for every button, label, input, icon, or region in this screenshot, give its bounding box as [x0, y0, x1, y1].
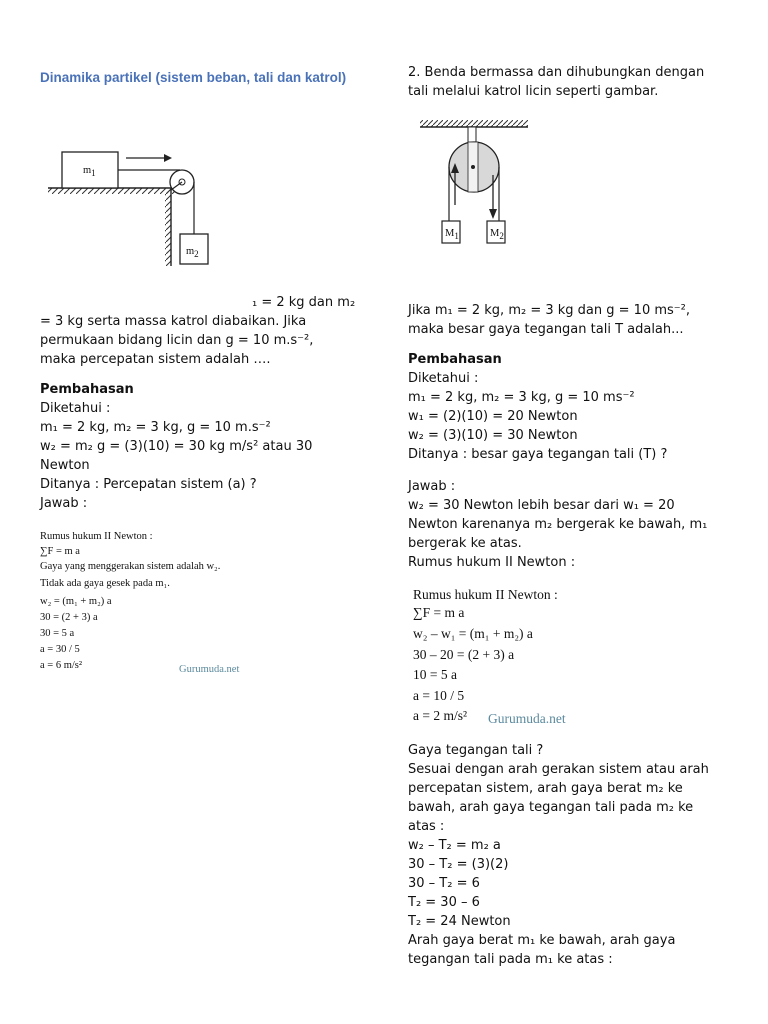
text-line: Newton [40, 458, 90, 473]
text-line: bawah, arah gaya tegangan tali pada m₂ ke [408, 800, 694, 815]
text-line: m₁ = 2 kg, m₂ = 3 kg, g = 10 ms⁻² [408, 390, 635, 405]
text-line: Rumus hukum II Newton : [408, 555, 576, 570]
text-line: T₂ = 24 Newton [408, 914, 511, 929]
text-line: Jawab : [40, 496, 88, 511]
solution-line: 30 = (2 + 3) a [40, 612, 98, 623]
solution-line: a = 10 / 5 [413, 688, 465, 703]
label-M1: $M_1$ [445, 228, 459, 242]
text-line: Sesuai dengan arah gerakan sistem atau arah [408, 762, 709, 777]
problem-line: ₁ = 2 kg dan m₂ [252, 295, 356, 310]
solution-line: ∑F = m a [40, 546, 80, 557]
section-heading: Pembahasan [408, 352, 502, 367]
text-line: atas : [408, 819, 445, 834]
text-line: 30 – T₂ = (3)(2) [408, 857, 509, 872]
solution-line: a = 6 m/s² [40, 660, 83, 671]
text-line: Arah gaya berat m₁ ke bawah, arah gaya [408, 933, 676, 948]
figure-table-pulley [40, 140, 250, 270]
text-line: Jawab : [408, 479, 456, 494]
problem-line: maka percepatan sistem adalah …. [40, 352, 271, 367]
solution-line: Rumus hukum II Newton : [40, 531, 153, 542]
figure-atwood-pulley [418, 115, 533, 250]
problem-line: 2. Benda bermassa dan dihubungkan dengan [408, 65, 705, 80]
section-heading: Pembahasan [40, 382, 134, 397]
solution-line: w₂ = (m₁ + m₂) a [40, 596, 112, 607]
text-line: Newton karenanya m₂ bergerak ke bawah, m₁ [408, 517, 708, 532]
solution-line: 30 = 5 a [40, 628, 75, 639]
known-heading: Diketahui : [40, 401, 111, 416]
solution-line: ∑F = m a [413, 605, 465, 620]
text-line: w₁ = (2)(10) = 20 Newton [408, 409, 578, 424]
problem-line: tali melalui katrol licin seperti gambar. [408, 84, 659, 99]
text-line: w₂ = 30 Newton lebih besar dari w₁ = 20 [408, 498, 675, 513]
solution-line: Rumus hukum II Newton : [413, 587, 558, 602]
watermark: Gurumuda.net [488, 711, 566, 726]
label-M2: $M_2$ [490, 228, 504, 242]
solution-line: a = 30 / 5 [40, 644, 80, 655]
text-line: w₂ – T₂ = m₂ a [408, 838, 501, 853]
solution-line: a = 2 m/s² [413, 708, 468, 723]
solution-line: 10 = 5 a [413, 667, 457, 682]
text-line: T₂ = 30 – 6 [408, 895, 480, 910]
text-line: Ditanya : besar gaya tegangan tali (T) ? [408, 447, 668, 462]
text-line: percepatan sistem, arah gaya berat m₂ ke [408, 781, 683, 796]
page-title: Dinamika partikel (sistem beban, tali dan katrol) [40, 70, 347, 85]
text-line: Ditanya : Percepatan sistem (a) ? [40, 477, 257, 492]
question-line: maka besar gaya tegangan tali T adalah... [408, 322, 684, 337]
text-line: bergerak ke atas. [408, 536, 522, 551]
text-line: tegangan tali pada m₁ ke atas : [408, 952, 613, 967]
problem-line: permukaan bidang licin dan g = 10 m.s⁻², [40, 333, 314, 348]
solution-line: w₂ – w₁ = (m₁ + m₂) a [413, 626, 533, 641]
problem-line: = 3 kg serta massa katrol diabaikan. Jika [40, 314, 307, 329]
label-m1: $m_1$ [83, 165, 96, 179]
text-line: w₂ = (3)(10) = 30 Newton [408, 428, 578, 443]
solution-line: Tidak ada gaya gesek pada m₁. [40, 578, 170, 589]
text-line: w₂ = m₂ g = (3)(10) = 30 kg m/s² atau 30 [40, 439, 313, 454]
text-line: 30 – T₂ = 6 [408, 876, 480, 891]
solution-line: 30 – 20 = (2 + 3) a [413, 647, 515, 662]
text-line: Diketahui : [408, 371, 479, 386]
solution-line: Gaya yang menggerakan sistem adalah w₂. [40, 561, 221, 572]
label-m2: $m_2$ [186, 246, 199, 260]
text-line: m₁ = 2 kg, m₂ = 3 kg, g = 10 m.s⁻² [40, 420, 271, 435]
text-line: Gaya tegangan tali ? [408, 743, 544, 758]
watermark: Gurumuda.net [179, 664, 240, 675]
question-line: Jika m₁ = 2 kg, m₂ = 3 kg dan g = 10 ms⁻², [408, 303, 690, 318]
